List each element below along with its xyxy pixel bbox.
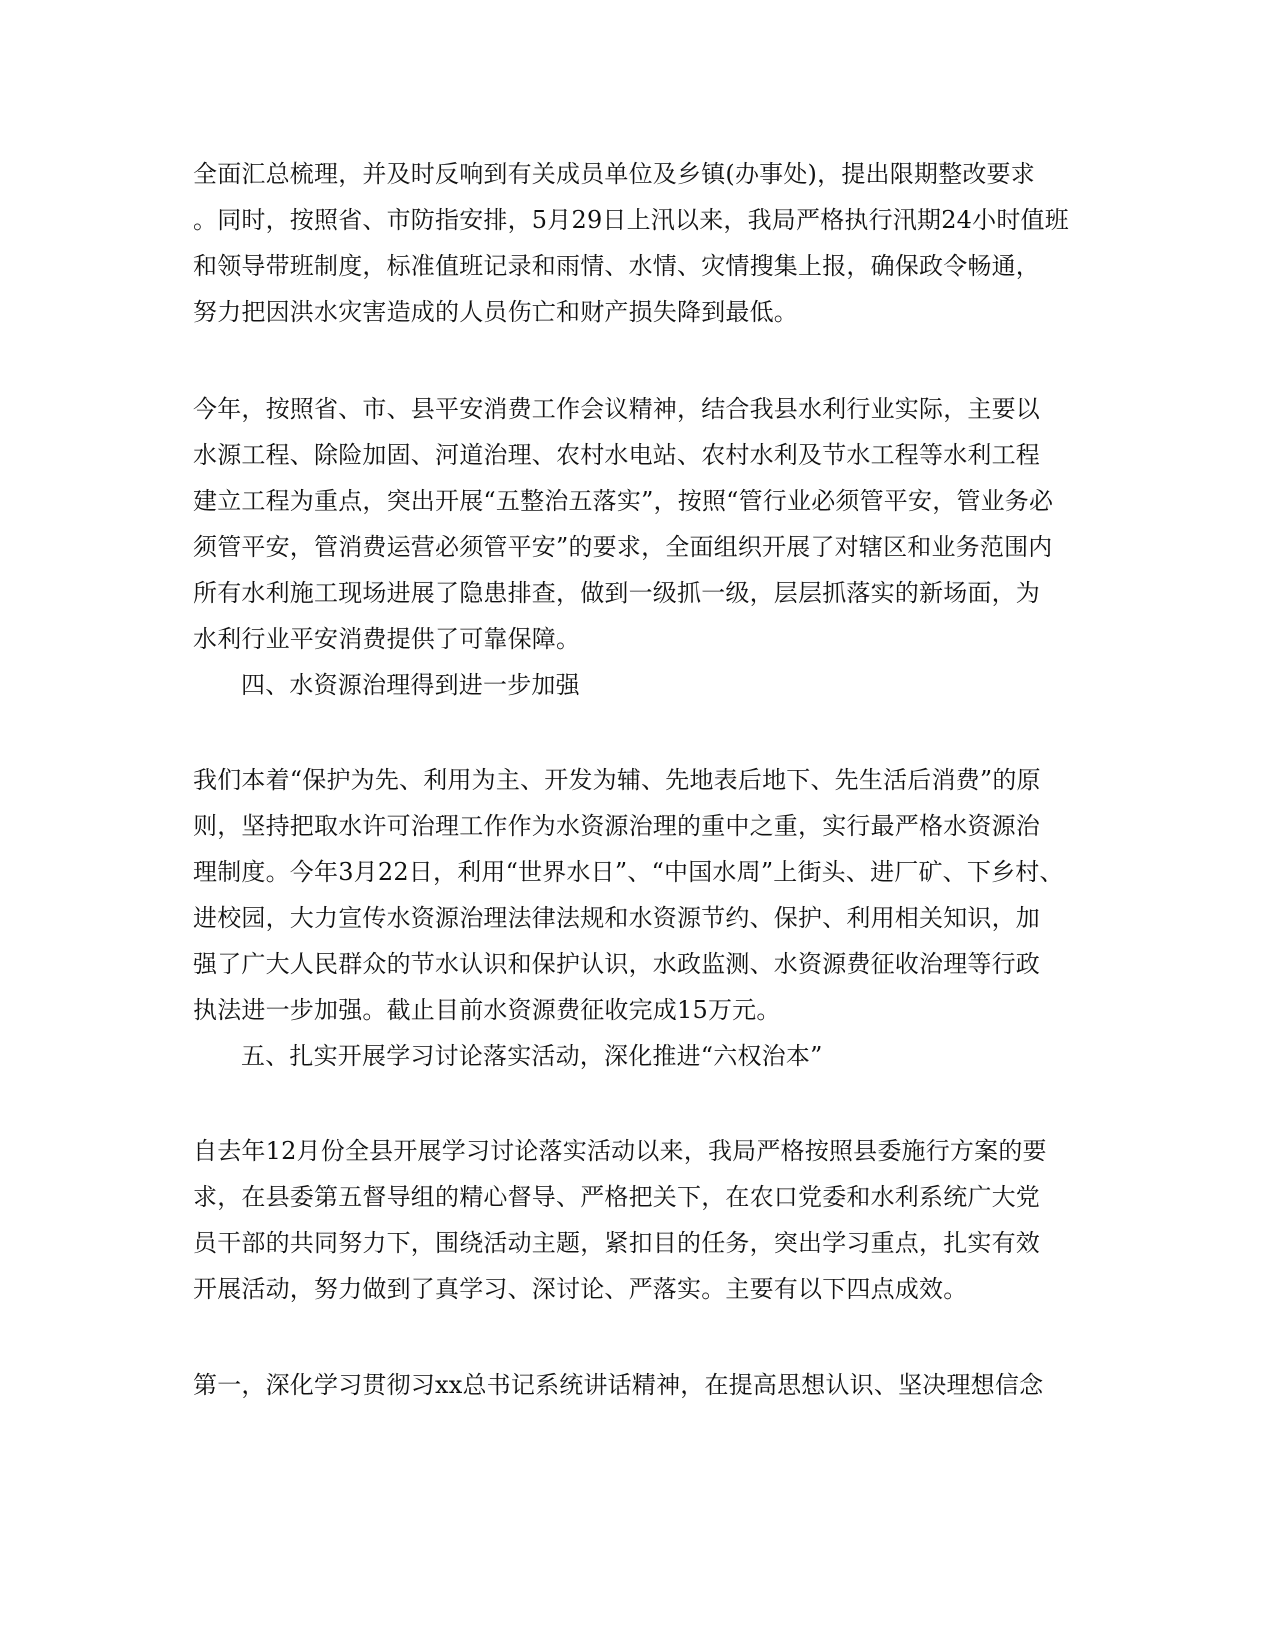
text-line: 员干部的共同努力下，围绕活动主题，紧扣目的任务，突出学习重点，扎实有效 <box>193 1229 1040 1257</box>
text-line: 开展活动，努力做到了真学习、深讨论、严落实。主要有以下四点成效。 <box>193 1275 968 1303</box>
text-line: 全面汇总梳理，并及时反响到有关成员单位及乡镇(办事处)，提出限期整改要求 <box>193 160 1035 188</box>
text-line: 。同时，按照省、市防指安排，5月29日上汛以来，我局严格执行汛期24小时值班 <box>193 206 1069 234</box>
text-line: 努力把因洪水灾害造成的人员伤亡和财产损失降到最低。 <box>193 298 798 326</box>
text-line: 所有水利施工现场进展了隐患排查，做到一级抓一级，层层抓落实的新场面，为 <box>193 579 1040 607</box>
text-line: 自去年12月份全县开展学习讨论落实活动以来，我局严格按照县委施行方案的要 <box>193 1137 1047 1165</box>
text-line: 强了广大人民群众的节水认识和保护认识，水政监测、水资源费征收治理等行政 <box>193 950 1040 978</box>
text-line: 理制度。今年3月22日，利用“世界水日”、“中国水周”上街头、进厂矿、下乡村、 <box>193 858 1064 886</box>
section-heading-study-activities: 五、扎实开展学习讨论落实活动，深化推进“六权治本” <box>241 1042 823 1070</box>
text-line: 和领导带班制度，标准值班记录和雨情、水情、灾情搜集上报，确保政令畅通， <box>193 252 1040 280</box>
text-line: 进校园，大力宣传水资源治理法律法规和水资源节约、保护、利用相关知识，加 <box>193 904 1040 932</box>
text-line: 水利行业平安消费提供了可靠保障。 <box>193 625 581 653</box>
text-line: 建立工程为重点，突出开展“五整治五落实”，按照“管行业必须管平安，管业务必 <box>193 487 1054 515</box>
text-line: 须管平安，管消费运营必须管平安”的要求，全面组织开展了对辖区和业务范围内 <box>193 533 1053 561</box>
text-line: 我们本着“保护为先、利用为主、开发为辅、先地表后地下、先生活后消费”的原 <box>193 766 1041 794</box>
text-line: 求，在县委第五督导组的精心督导、严格把关下，在农口党委和水利系统广大党 <box>193 1183 1040 1211</box>
text-line: 今年，按照省、市、县平安消费工作会议精神，结合我县水利行业实际，主要以 <box>193 395 1040 423</box>
section-heading-water-resources: 四、水资源治理得到进一步加强 <box>241 671 580 699</box>
text-line: 水源工程、除险加固、河道治理、农村水电站、农村水利及节水工程等水利工程 <box>193 441 1040 469</box>
text-line: 则，坚持把取水许可治理工作作为水资源治理的重中之重，实行最严格水资源治 <box>193 812 1040 840</box>
text-line: 第一，深化学习贯彻习xx总书记系统讲话精神，在提高思想认识、坚决理想信念 <box>193 1371 1044 1399</box>
text-line: 执法进一步加强。截止目前水资源费征收完成15万元。 <box>193 996 781 1024</box>
